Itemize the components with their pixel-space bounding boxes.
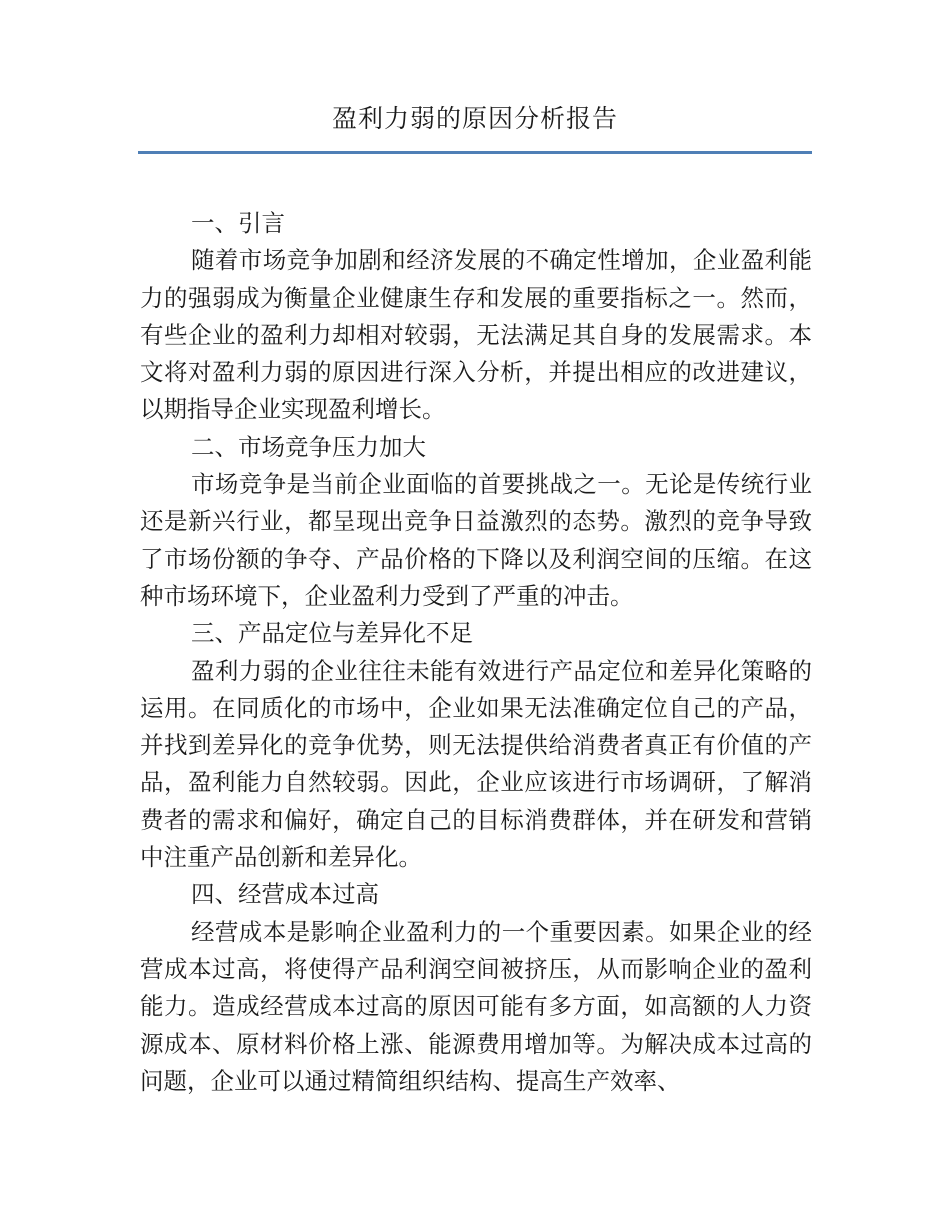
section-paragraph: 市场竞争是当前企业面临的首要挑战之一。无论是传统行业还是新兴行业，都呈现出竞争日益激烈的态势。激烈的竞争导致了市场份额的争夺、产品价格的下降以及利润空间的压缩。在这种市场环境下，企业盈利力受到了严重的冲击。 bbox=[140, 470, 812, 610]
section-market-competition bbox=[140, 429, 812, 615]
section-heading: 一、引言 bbox=[191, 209, 285, 237]
section-operating-costs bbox=[140, 876, 812, 1100]
document-title: 盈利力弱的原因分析报告 bbox=[331, 104, 618, 133]
section-heading: 二、市场竞争压力加大 bbox=[191, 432, 426, 461]
section-heading: 四、经营成本过高 bbox=[191, 880, 379, 909]
section-paragraph: 随着市场竞争加剧和经济发展的不确定性增加，企业盈利能力的强弱成为衡量企业健康生存和发展的重要指标之一。然而，有些企业的盈利力却相对较弱，无法满足其自身的发展需求。本文将对盈利力弱的原因进行深入分析，并提出相应的改进建议，以期指导企业实现盈利增长。 bbox=[140, 246, 812, 424]
section-paragraph: 经营成本是影响企业盈利力的一个重要因素。如果企业的经营成本过高，将使得产品利润空间被挤压，从而影响企业的盈利能力。造成经营成本过高的原因可能有多方面，如高额的人力资源成本、原材料价格上涨、能源费用增加等。为解决成本过高的问题，企业可以通过精简组织结构、提高生产效率、 bbox=[140, 917, 812, 1095]
section-product-positioning bbox=[140, 615, 812, 876]
title-underline bbox=[138, 151, 812, 154]
section-paragraph: 盈利力弱的企业往往未能有效进行产品定位和差异化策略的运用。在同质化的市场中，企业如果无法准确定位自己的产品，并找到差异化的竞争优势，则无法提供给消费者真正有价值的产品，盈利能力自然较弱。因此，企业应该进行市场调研，了解消费者的需求和偏好，确定自己的目标消费群体，并在研发和营销中注重产品创新和差异化。 bbox=[140, 656, 812, 872]
section-heading: 三、产品定位与差异化不足 bbox=[191, 619, 473, 648]
section-introduction bbox=[140, 205, 812, 429]
document-body bbox=[140, 205, 812, 1100]
